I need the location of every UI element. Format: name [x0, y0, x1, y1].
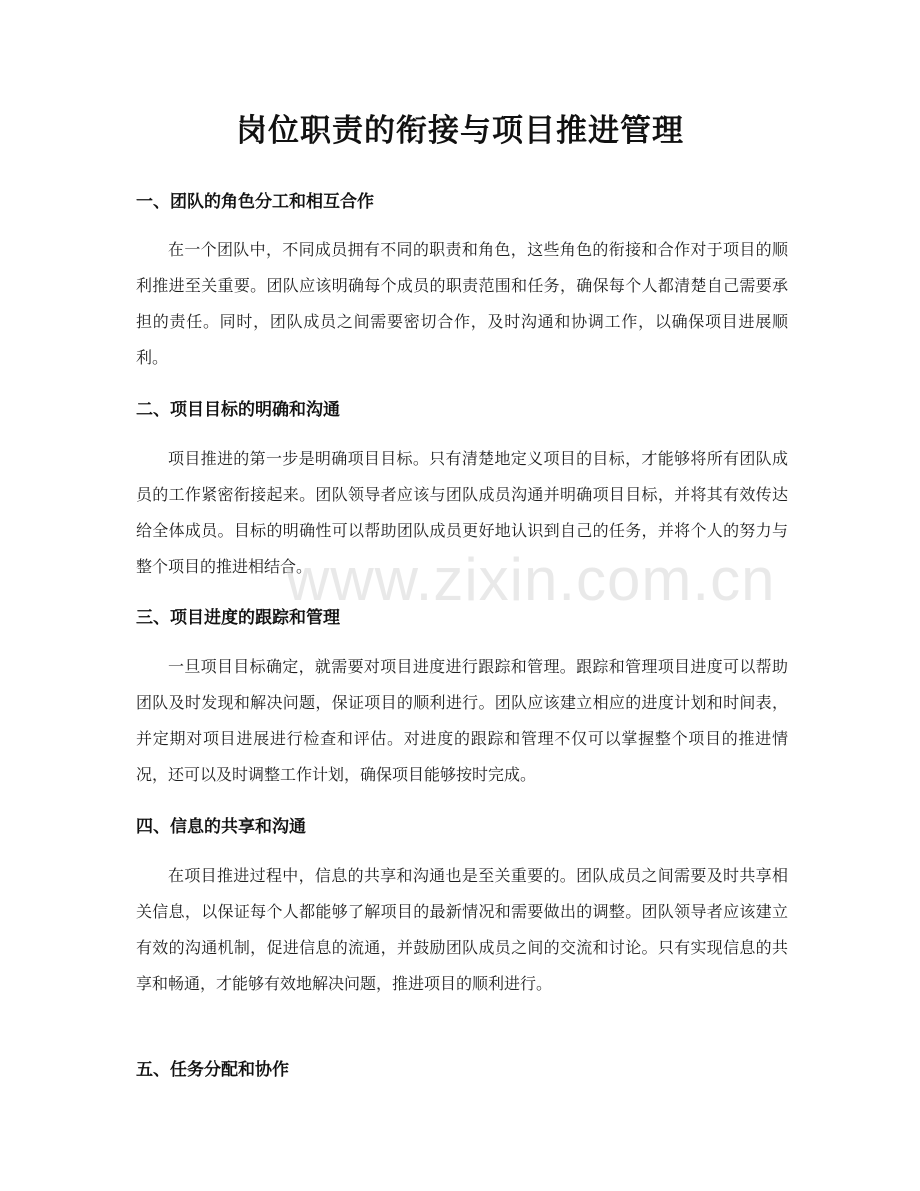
- section-heading-2: 二、项目目标的明确和沟通: [136, 400, 340, 420]
- section-heading-1: 一、团队的角色分工和相互合作: [136, 192, 374, 212]
- section-body-3: 一旦项目目标确定，就需要对项目进度进行跟踪和管理。跟踪和管理项目进度可以帮助团队及时发现和解决问题，保证项目的顺利进行。团队应该建立相应的进度计划和时间表，并定期对项目进展进行检查和评估。对进度的跟踪和管理不仅可以掌握整个项目的推进情况，还可以及时调整工作计划，确保项目能够按时完成。: [136, 657, 788, 784]
- section-body-2: 项目推进的第一步是明确项目目标。只有清楚地定义项目的目标，才能够将所有团队成员的工作紧密衔接起来。团队领导者应该与团队成员沟通并明确项目目标，并将其有效传达给全体成员。目标的明确性可以帮助团队成员更好地认识到自己的任务，并将个人的努力与整个项目的推进相结合。: [136, 449, 788, 576]
- section-heading-4: 四、信息的共享和沟通: [136, 817, 306, 837]
- section-heading-5: 五、任务分配和协作: [136, 1060, 289, 1080]
- watermark: www.zixin.com.cn: [286, 546, 776, 613]
- document-title: 岗位职责的衔接与项目推进管理: [236, 113, 684, 149]
- section-body-4: 在项目推进过程中，信息的共享和沟通也是至关重要的。团队成员之间需要及时共享相关信息，以保证每个人都能够了解项目的最新情况和需要做出的调整。团队领导者应该建立有效的沟通机制，促进信息的流通，并鼓励团队成员之间的交流和讨论。只有实现信息的共享和畅通，才能够有效地解决问题，推进项目的顺利进行。: [136, 866, 788, 993]
- section-heading-3: 三、项目进度的跟踪和管理: [136, 608, 340, 628]
- section-body-1: 在一个团队中，不同成员拥有不同的职责和角色，这些角色的衔接和合作对于项目的顺利推进至关重要。团队应该明确每个成员的职责范围和任务，确保每个人都清楚自己需要承担的责任。同时，团队成员之间需要密切合作，及时沟通和协调工作，以确保项目进展顺利。: [136, 240, 788, 367]
